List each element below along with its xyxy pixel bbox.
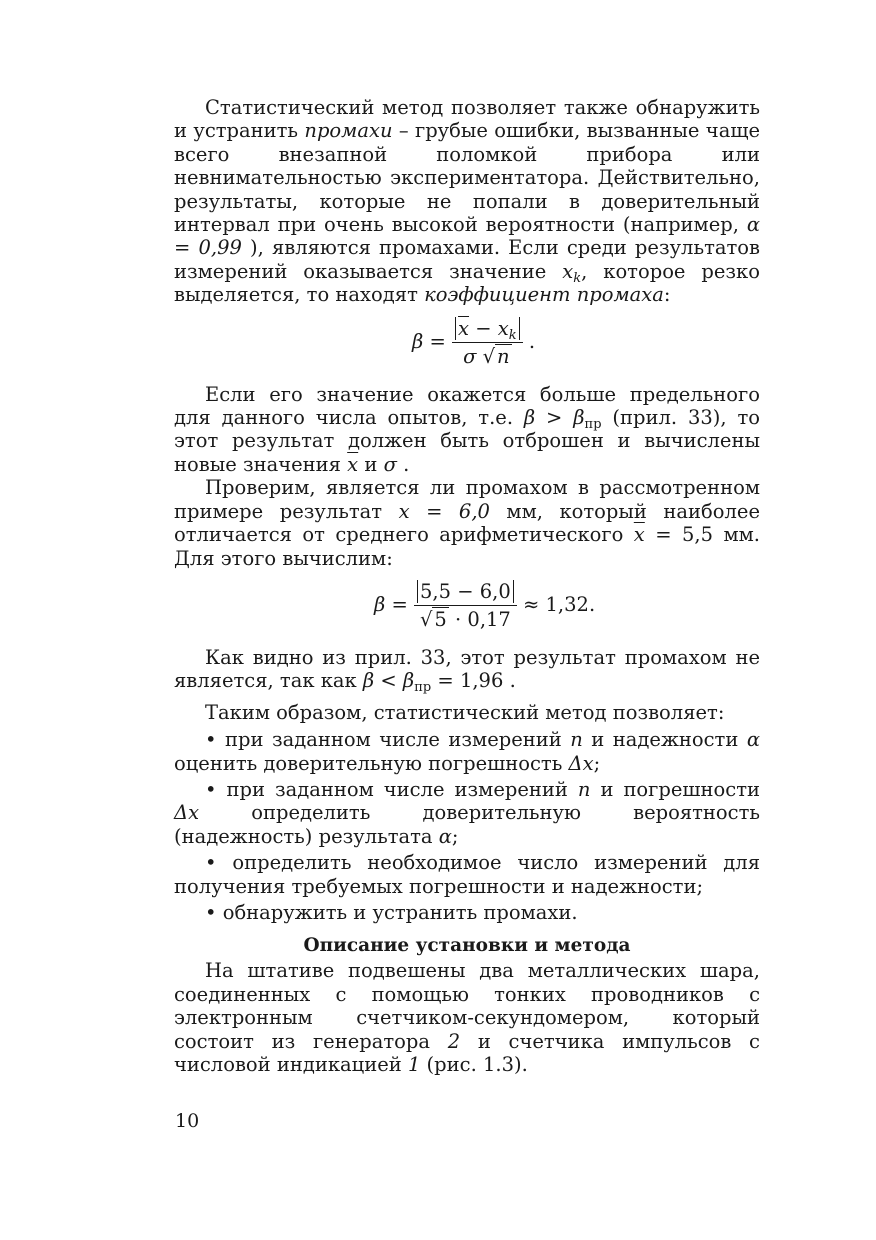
term-blunders: промахи [304,119,393,143]
text-column [174,96,760,1076]
term-blunder-coefficient: коэффициент промаха [424,283,664,307]
formula-blunder-coefficient: β = $\frac{\overline{x} - x_k}{\sigma √ n}$ . [412,316,536,368]
list-item: • определить необходимое число измерений для получения требуемых погрешности и надежности; [174,851,760,898]
list-item: • обнаружить и устранить промахи. [205,900,578,924]
page-number: 10 [175,1110,200,1132]
paragraph-check-example: Проверим, является ли промахом в рассмотренном примере результат x = 6,0 мм, который наиболее отличается от среднего арифметического $\overline{x} = 5,5$ мм. Для этого вычислим: [174,476,761,570]
section-heading: Описание установки и метода [303,935,631,957]
list-item: • при заданном числе измерений n и погрешности Δx определить доверительную вероятность (надежность) результата α; [174,777,760,848]
paragraph-summary-intro: Таким образом, статистический метод позволяет: [205,700,725,724]
formula-example-calculation: β = $\frac{5,5 - 6,0}{√ 5 \cdot 0,17}$ ≈ 1,32. [374,579,596,631]
paragraph-blunders-intro: Статистический метод позволяет также обнаружить и устранить промахи – грубые ошибки, вызванные чаще всего внезапной поломкой прибора или невнимательностью экспериментатора. Действительно, результаты, которые не попали в доверительный интервал при очень высокой вероятности (например, α = 0,99 ), являются промахами. Если среди результатов измерений оказывается значение $x_k$, которое резко выделяется, то находят коэффициент промаха: [174,96,760,307]
paragraph-reject-rule: Если его значение окажется больше предельного для данного числа опытов, т.е. $\beta > \beta_{пр}$ (прил. 33), то этот результат должен быть отброшен и вычислены новые значения $\overline{x}$ и σ . [174,382,760,476]
list-item: • при заданном числе измерений n и надежности α оценить доверительную погрешность Δx; [174,728,760,775]
paragraph-conclusion-example: Как видно из прил. 33, этот результат промахом не является, так как $\beta < \beta_{пр} = 1,96$ . [174,645,760,696]
paragraph-setup-description: На штативе подвешены два металлических шара, соединенных с помощью тонких проводников с электронным счетчиком-секундомером, который состоит из генератора 2 и счетчика импульсов с числовой индикацией 1 (рис. 1.3). [174,959,760,1076]
